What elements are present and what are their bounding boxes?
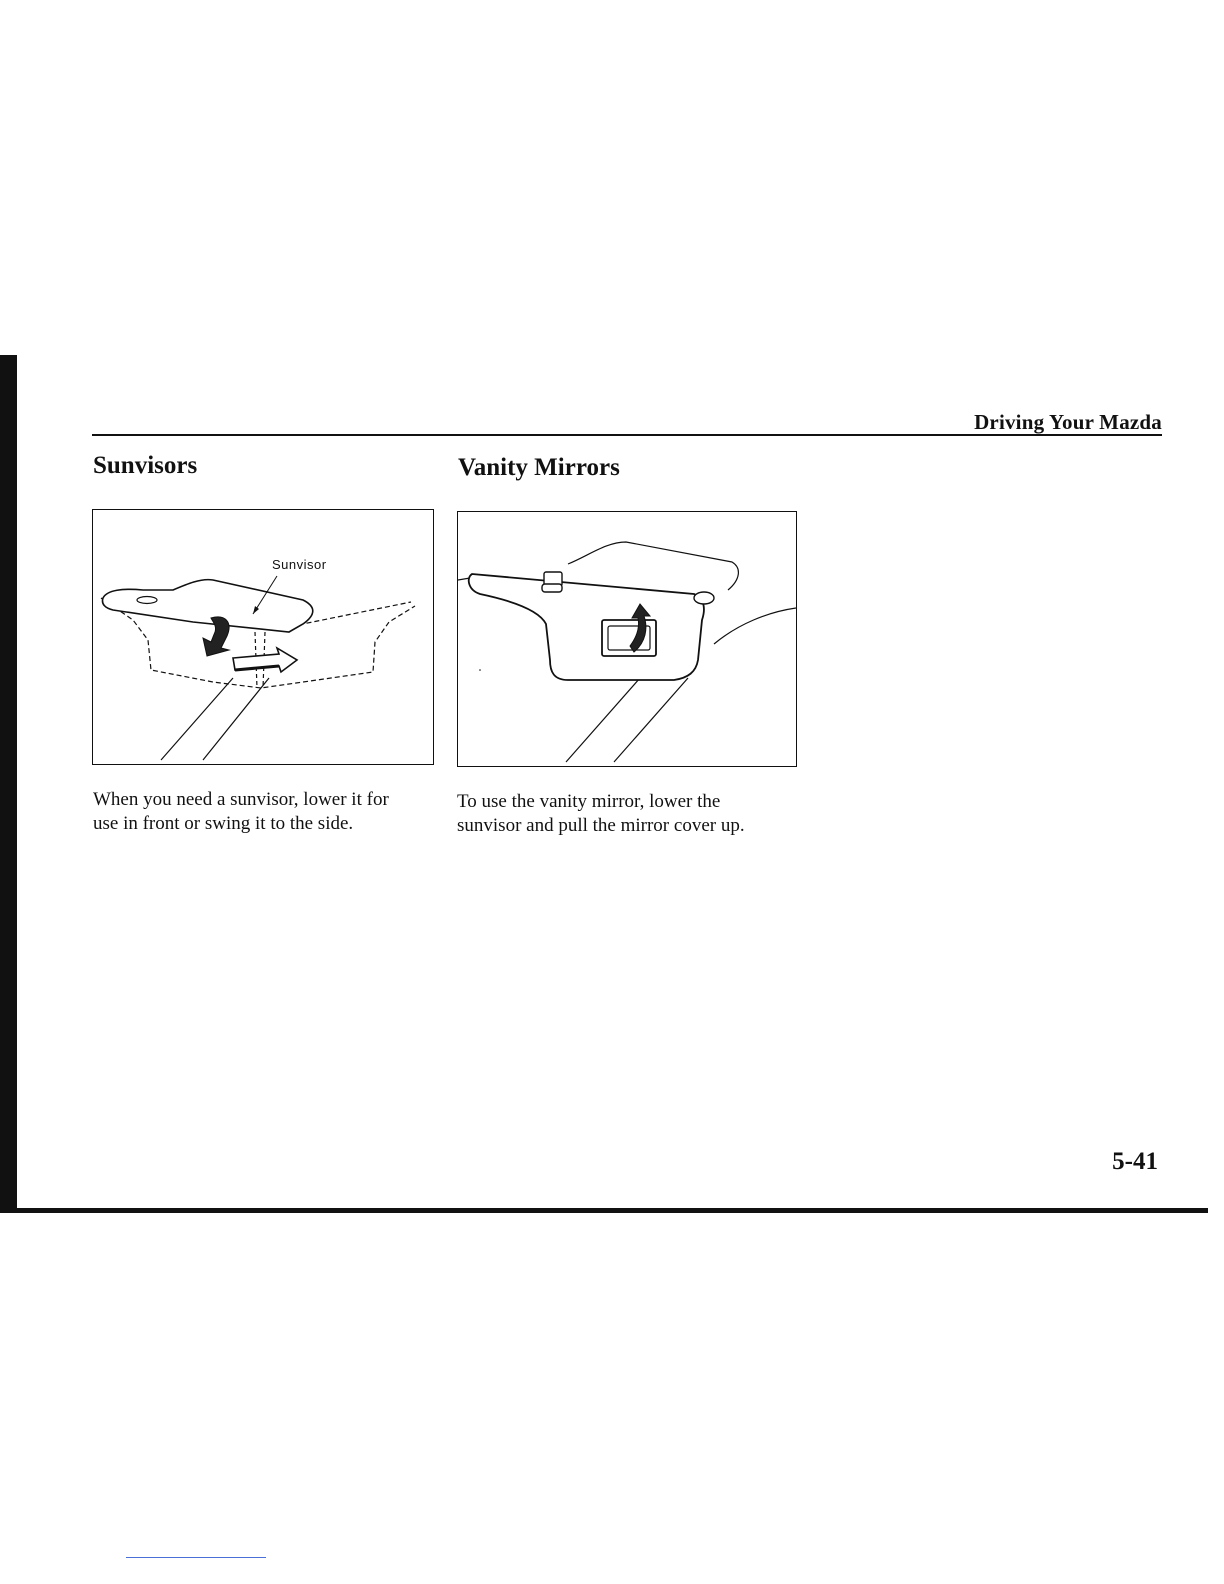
sunvisor-drawing [93,510,433,764]
sunvisor-callout-label: Sunvisor [272,557,327,572]
scan-artifact-line [126,1557,266,1558]
sunvisor-description-line-1: When you need a sunvisor, lower it for [93,789,389,810]
vanity-mirror-description-line-2: sunvisor and pull the mirror cover up. [457,815,745,836]
binding-edge-bar [0,355,17,1210]
page-number: 5-41 [1112,1148,1158,1175]
sunvisor-description-line-2: use in front or swing it to the side. [93,813,354,834]
running-head: Driving Your Mazda [974,410,1162,434]
sunvisor-description [93,788,433,836]
vanity-mirror-drawing [458,512,796,766]
header-rule [92,434,1162,436]
vanity-mirror-illustration [457,511,797,767]
vanity-mirror-description [457,790,797,838]
footer-rule [0,1208,1208,1213]
section-title-vanity-mirrors: Vanity Mirrors [458,454,620,481]
vanity-mirror-description-line-1: To use the vanity mirror, lower the [457,791,721,812]
sunvisor-illustration [92,509,434,765]
section-title-sunvisors: Sunvisors [93,452,198,479]
